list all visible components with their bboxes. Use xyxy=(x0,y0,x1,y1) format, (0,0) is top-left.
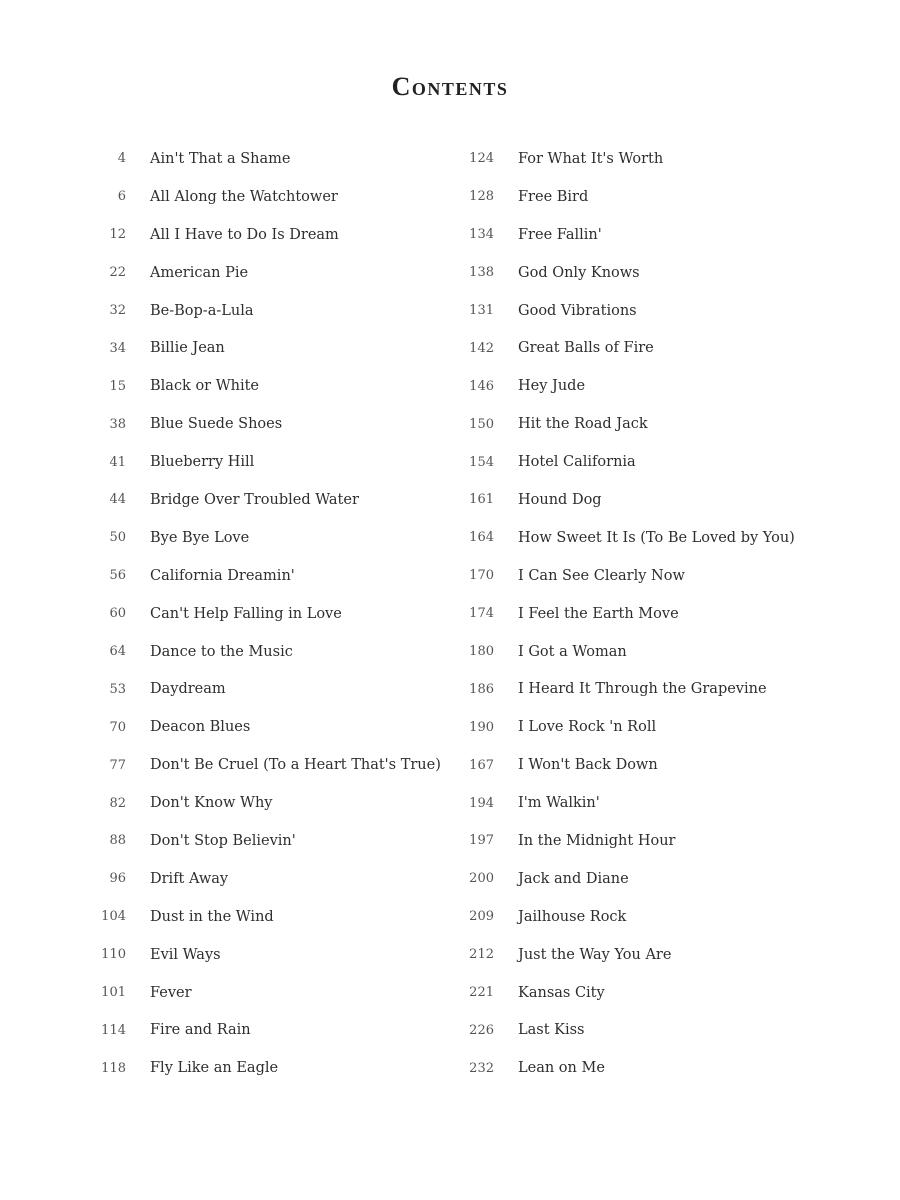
page-number: 96 xyxy=(109,871,126,887)
page-number: 56 xyxy=(109,568,126,584)
page-number: 190 xyxy=(469,719,494,735)
page-number: 22 xyxy=(109,265,126,281)
page-number: 118 xyxy=(101,1060,126,1076)
page-number: 128 xyxy=(469,189,494,205)
toc-entry xyxy=(90,557,441,595)
page-title: Contents xyxy=(391,72,509,101)
page-number: 142 xyxy=(469,340,494,356)
toc-entry xyxy=(458,557,795,595)
toc-entry xyxy=(90,329,441,367)
page-number: 221 xyxy=(469,985,494,1001)
page-number: 114 xyxy=(101,1022,126,1038)
song-title: Blueberry Hill xyxy=(150,454,255,471)
toc-entry xyxy=(458,860,795,898)
toc-entry xyxy=(90,974,441,1012)
toc-entry xyxy=(458,708,795,746)
song-title: I'm Walkin' xyxy=(518,795,600,812)
song-title: Hound Dog xyxy=(518,491,602,508)
song-title: I Won't Back Down xyxy=(518,757,658,774)
song-title: Good Vibrations xyxy=(518,302,637,319)
toc-entry xyxy=(90,443,441,481)
toc-entry xyxy=(458,481,795,519)
toc-entry xyxy=(90,140,441,178)
page-number: 232 xyxy=(469,1060,494,1076)
song-title: American Pie xyxy=(150,264,249,281)
page-number: 212 xyxy=(469,947,494,963)
page-number: 34 xyxy=(109,340,126,356)
toc-entry xyxy=(90,1011,441,1049)
right-column xyxy=(458,140,795,1087)
song-title: Blue Suede Shoes xyxy=(150,416,283,433)
page-number: 82 xyxy=(109,795,126,811)
song-title: For What It's Worth xyxy=(518,150,664,167)
toc-entry xyxy=(90,595,441,633)
song-title: Hotel California xyxy=(518,454,636,471)
song-title: Evil Ways xyxy=(150,946,221,963)
toc-entry xyxy=(90,936,441,974)
page-number: 209 xyxy=(469,909,494,925)
song-title: Just the Way You Are xyxy=(518,946,672,963)
toc-entry xyxy=(90,860,441,898)
toc-entry xyxy=(458,974,795,1012)
page-number: 53 xyxy=(109,681,126,697)
page-number: 44 xyxy=(109,492,126,508)
song-title: How Sweet It Is (To Be Loved by You) xyxy=(518,529,795,546)
song-title: Fly Like an Eagle xyxy=(150,1060,279,1077)
song-title: Hey Jude xyxy=(518,378,586,395)
page-number: 77 xyxy=(109,757,126,773)
song-title: Be-Bop-a-Lula xyxy=(150,302,254,319)
toc-entry xyxy=(90,1049,441,1087)
page-number: 41 xyxy=(109,454,126,470)
song-title: Don't Know Why xyxy=(150,795,273,812)
toc-entry xyxy=(458,443,795,481)
toc-entry xyxy=(90,519,441,557)
page-number: 64 xyxy=(109,644,126,660)
page-number: 104 xyxy=(101,909,126,925)
toc-entry xyxy=(90,481,441,519)
page-number: 197 xyxy=(469,833,494,849)
toc-entry xyxy=(90,784,441,822)
page-number: 6 xyxy=(117,189,126,205)
toc-entry xyxy=(90,708,441,746)
page-number: 194 xyxy=(469,795,494,811)
song-title: Last Kiss xyxy=(518,1022,585,1039)
page-number: 110 xyxy=(101,947,126,963)
song-title: Free Bird xyxy=(518,188,589,205)
song-title: Can't Help Falling in Love xyxy=(150,605,342,622)
toc-entry xyxy=(90,633,441,671)
toc-entry xyxy=(458,519,795,557)
toc-entry xyxy=(90,670,441,708)
toc-entry xyxy=(90,367,441,405)
toc-entry xyxy=(458,1011,795,1049)
song-title: I Got a Woman xyxy=(518,643,627,660)
song-title: All Along the Watchtower xyxy=(150,188,338,205)
toc-entry xyxy=(90,178,441,216)
toc-entry xyxy=(458,216,795,254)
song-title: All I Have to Do Is Dream xyxy=(150,226,339,243)
song-title: Jack and Diane xyxy=(518,870,629,887)
page-number: 134 xyxy=(469,227,494,243)
song-title: Bridge Over Troubled Water xyxy=(150,491,359,508)
song-title: Don't Stop Believin' xyxy=(150,832,296,849)
toc-entry xyxy=(458,1049,795,1087)
page-number: 138 xyxy=(469,265,494,281)
song-title: Free Fallin' xyxy=(518,226,602,243)
song-title: Dust in the Wind xyxy=(150,908,274,925)
toc-entry xyxy=(90,822,441,860)
toc-entry xyxy=(458,254,795,292)
toc-entry xyxy=(90,292,441,330)
song-title: Lean on Me xyxy=(518,1060,605,1077)
toc-entry xyxy=(458,595,795,633)
song-title: Drift Away xyxy=(150,870,229,887)
page-number: 124 xyxy=(469,151,494,167)
page-number: 88 xyxy=(109,833,126,849)
song-title: I Heard It Through the Grapevine xyxy=(518,681,767,698)
page-number: 4 xyxy=(117,151,126,167)
song-title: I Love Rock 'n Roll xyxy=(518,719,657,736)
page-number: 60 xyxy=(109,606,126,622)
page-number: 146 xyxy=(469,378,494,394)
page-number: 131 xyxy=(469,303,494,318)
song-title: Bye Bye Love xyxy=(150,529,250,546)
page-number: 170 xyxy=(469,568,494,584)
song-title: Jailhouse Rock xyxy=(518,908,627,925)
song-title: Kansas City xyxy=(518,984,605,1001)
page-number: 50 xyxy=(109,530,126,546)
page-number: 174 xyxy=(469,606,494,622)
page-number: 164 xyxy=(469,530,494,546)
toc-entry xyxy=(458,633,795,671)
song-title: God Only Knows xyxy=(518,264,640,281)
page-number: 38 xyxy=(109,416,126,432)
song-title: Billie Jean xyxy=(150,340,225,357)
song-title: Fire and Rain xyxy=(150,1022,251,1039)
toc-entry xyxy=(90,254,441,292)
page-number: 161 xyxy=(469,492,494,508)
song-title: Daydream xyxy=(150,681,226,698)
toc-entry xyxy=(458,367,795,405)
song-title: Great Balls of Fire xyxy=(518,340,654,357)
page-number: 186 xyxy=(469,681,494,697)
page-number: 226 xyxy=(469,1022,494,1038)
toc-entry xyxy=(90,216,441,254)
page-number: 15 xyxy=(109,378,126,394)
left-column xyxy=(90,140,441,1087)
page-number: 12 xyxy=(109,227,126,243)
song-title: Black or White xyxy=(150,378,260,395)
toc-entry xyxy=(458,178,795,216)
toc-entry xyxy=(458,898,795,936)
song-title: Deacon Blues xyxy=(150,719,251,736)
toc-entry xyxy=(458,746,795,784)
toc-entry xyxy=(458,670,795,708)
toc-entry xyxy=(90,898,441,936)
toc-entry xyxy=(458,329,795,367)
toc-entry xyxy=(458,405,795,443)
page-number: 101 xyxy=(101,985,126,1001)
song-title: Dance to the Music xyxy=(150,643,293,660)
page-number: 167 xyxy=(469,757,494,773)
toc-entry xyxy=(90,746,441,784)
page-number: 32 xyxy=(109,303,126,318)
toc-entry xyxy=(458,140,795,178)
toc-entry xyxy=(458,292,795,330)
toc-entry xyxy=(458,936,795,974)
song-title: Don't Be Cruel (To a Heart That's True) xyxy=(150,757,441,774)
song-title: In the Midnight Hour xyxy=(518,832,676,849)
page-number: 154 xyxy=(469,454,494,470)
song-title: Ain't That a Shame xyxy=(150,150,291,167)
toc-entry xyxy=(90,405,441,443)
page-number: 200 xyxy=(469,871,494,887)
toc-entry xyxy=(458,784,795,822)
song-title: I Can See Clearly Now xyxy=(518,567,685,584)
page-number: 150 xyxy=(469,416,494,432)
page-number: 180 xyxy=(469,644,494,660)
song-title: I Feel the Earth Move xyxy=(518,605,679,622)
toc-entry xyxy=(458,822,795,860)
page-number: 70 xyxy=(109,719,126,735)
song-title: Hit the Road Jack xyxy=(518,416,648,433)
song-title: Fever xyxy=(150,984,192,1001)
song-title: California Dreamin' xyxy=(150,567,295,584)
